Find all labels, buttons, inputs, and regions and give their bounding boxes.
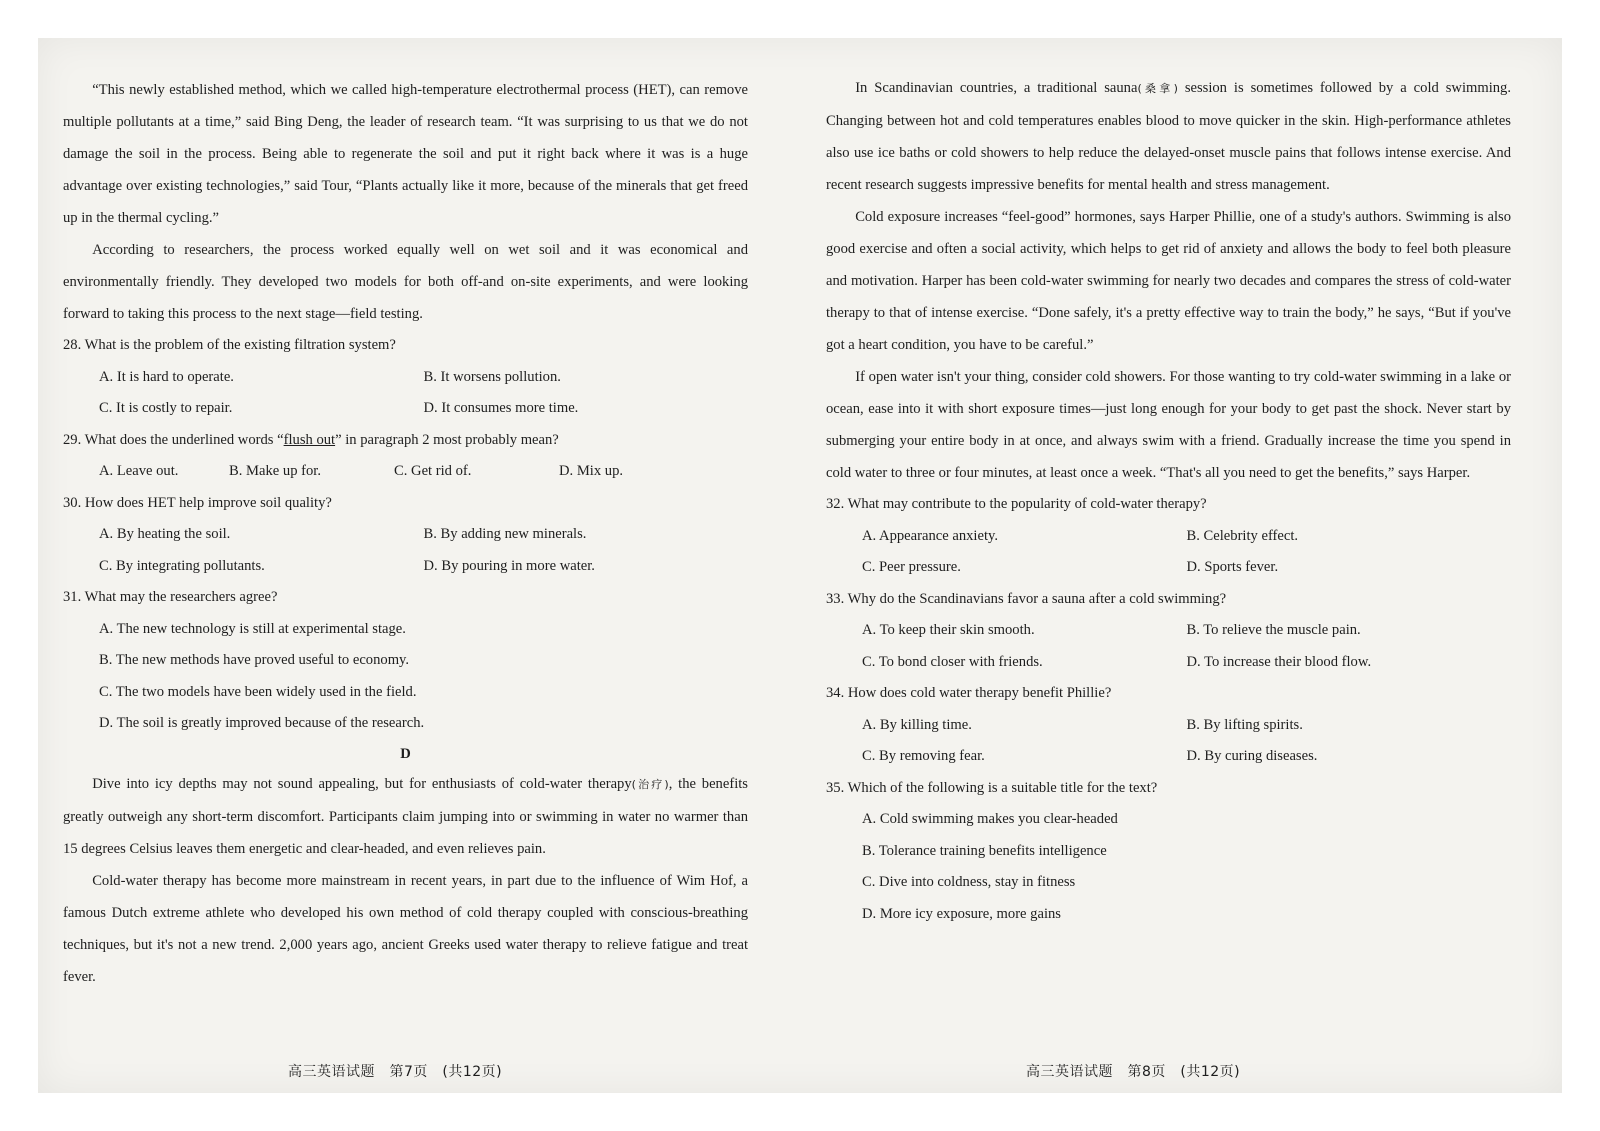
option-b[interactable]: B. The new methods have proved useful to economy. xyxy=(99,652,410,668)
option-c[interactable]: C. Dive into coldness, stay in fitness xyxy=(862,874,1076,890)
passage-c-paragraph: According to researchers, the process worked equally well on wet soil and it was economical and environmentally friendly. They developed two models for both off-and on-site experiments, and were looking forward to taking this process to the next stage—field testing. xyxy=(63,242,748,322)
question-stem: 29. What does the underlined words “flush out” in paragraph 2 most probably mean? xyxy=(63,431,559,448)
question-stem: 35. Which of the following is a suitable title for the text? xyxy=(826,779,1158,796)
passage-d-paragraph: If open water isn't your thing, consider cold showers. For those wanting to try cold-water swimming in a lake or ocean, ease into it with short exposure times—just long enough for your body to get past the shock. Never start by submerging your entire body in at once, and always swim with a friend. Gradually increase the time you spend in cold water to three or four minutes, at least once a week. “That's all you need to get the benefits,” says Harper. xyxy=(826,369,1511,481)
option-b[interactable]: B. Celebrity effect. xyxy=(1186,527,1299,544)
option-a[interactable]: A. By heating the soil. xyxy=(99,526,231,542)
option-c[interactable]: C. Peer pressure. xyxy=(862,559,961,575)
passage-d-paragraph: Cold-water therapy has become more mainstream in recent years, in part due to the influence of Wim Hof, a famous Dutch extreme athlete who developed his own method of cold therapy coupled with conscious-breathing techniques, but it's not a new trend. 2,000 years ago, ancient Greeks used water therapy to relieve fatigue and treat fever. xyxy=(63,872,748,985)
option-a[interactable]: A. To keep their skin smooth. xyxy=(862,622,1035,638)
passage-d-paragraph: Dive into icy depths may not sound appealing, but for enthusiasts of cold-water therapy(治疗), the benefits greatly outweigh any short-term discomfort. Participants claim jumping into or swimming in water no warmer than 15 degrees Celsius leaves them energetic and clear-headed, and even relieves pain. xyxy=(63,775,748,857)
option-a[interactable]: A. It is hard to operate. xyxy=(99,368,234,385)
passage-d-paragraph: Cold exposure increases “feel-good” hormones, says Harper Phillie, one of a study's authors. Swimming is also good exercise and often a social activity, which helps to get rid of anxiety and allows the body to feel both pleasure and motivation. Harper has been cold-water swimming for nearly two decades and compares the stress of cold-water therapy to that of intense exercise. “Done safely, it's a pretty effective way to train the body,” he says, “But if you've got a heart condition, you have to be careful.” xyxy=(826,209,1511,353)
question-stem: 33. Why do the Scandinavians favor a sauna after a cold swimming? xyxy=(826,590,1227,607)
option-c[interactable]: C. Get rid of. xyxy=(394,463,472,479)
question-stem: 34. How does cold water therapy benefit Phillie? xyxy=(826,685,1112,701)
page-8 xyxy=(826,38,1511,1093)
question-stem: 30. How does HET help improve soil quality? xyxy=(63,494,332,511)
underlined-words: flush out xyxy=(283,431,336,448)
option-a[interactable]: A. Leave out. xyxy=(99,463,179,479)
option-a[interactable]: A. Cold swimming makes you clear-headed xyxy=(862,811,1118,827)
passage-d-paragraph: In Scandinavian countries, a traditional sauna(桑拿) session is sometimes followed by a cold swimming. Changing between hot and cold temperatures enables blood to move quicker in the skin. High-performance athletes also use ice baths or cold showers to help reduce the delayed-onset muscle pains that follows intense exercise. And recent research suggests impressive benefits for mental health and stress management. xyxy=(826,80,1511,193)
option-a[interactable]: A. Appearance anxiety. xyxy=(862,527,999,544)
option-d[interactable]: D. To increase their blood flow. xyxy=(1186,653,1372,670)
option-c[interactable]: C. It is costly to repair. xyxy=(99,400,233,416)
question-35 xyxy=(826,773,1511,931)
exam-sheet xyxy=(38,38,1562,1093)
question-stem: 32. What may contribute to the popularity of cold-water therapy? xyxy=(826,496,1207,512)
option-b[interactable]: B. By adding new minerals. xyxy=(423,526,587,542)
option-d[interactable]: D. Sports fever. xyxy=(1186,559,1279,575)
option-d[interactable]: D. It consumes more time. xyxy=(423,400,579,416)
option-c[interactable]: C. The two models have been widely used in the field. xyxy=(99,683,417,700)
section-label: D xyxy=(400,745,411,762)
question-34 xyxy=(826,678,1511,773)
question-stem: 31. What may the researchers agree? xyxy=(63,589,278,605)
option-b[interactable]: B. By lifting spirits. xyxy=(1186,716,1303,733)
option-b[interactable]: B. Tolerance training benefits intelligence xyxy=(862,842,1107,859)
option-d[interactable]: D. Mix up. xyxy=(559,463,624,479)
question-32 xyxy=(826,489,1511,584)
question-31 xyxy=(63,582,748,740)
option-d[interactable]: D. By curing diseases. xyxy=(1186,748,1318,764)
option-b[interactable]: B. It worsens pollution. xyxy=(423,368,561,385)
option-d[interactable]: D. More icy exposure, more gains xyxy=(862,905,1061,922)
option-c[interactable]: C. By integrating pollutants. xyxy=(99,557,265,574)
page-footer: 高三英语试题 第8页 (共12页) xyxy=(1026,1064,1241,1080)
option-a[interactable]: A. The new technology is still at experimental stage. xyxy=(99,620,406,637)
option-d[interactable]: D. The soil is greatly improved because of the research. xyxy=(99,715,425,731)
option-c[interactable]: C. By removing fear. xyxy=(862,748,985,764)
option-b[interactable]: B. To relieve the muscle pain. xyxy=(1186,622,1361,638)
option-d[interactable]: D. By pouring in more water. xyxy=(423,557,595,574)
question-29 xyxy=(63,425,748,488)
passage-c-paragraph: “This newly established method, which we called high-temperature electrothermal process (HET), can remove multiple pollutants at a time,” said Bing Deng, the leader of research team. “It was surprising to us that we do not damage the soil in the process. Being able to regenerate the soil and put it right back where it was is a huge advantage over existing technologies,” said Tour, “Plants actually like it more, because of the minerals that get freed up in the thermal cycling.” xyxy=(63,82,748,226)
question-30 xyxy=(63,488,748,583)
option-b[interactable]: B. Make up for. xyxy=(229,463,322,479)
question-28 xyxy=(63,330,748,425)
question-33 xyxy=(826,584,1511,679)
question-stem: 28. What is the problem of the existing filtration system? xyxy=(63,337,396,353)
page-footer: 高三英语试题 第7页 (共12页) xyxy=(288,1064,503,1080)
page-7 xyxy=(63,38,748,1093)
option-a[interactable]: A. By killing time. xyxy=(862,716,972,733)
option-c[interactable]: C. To bond closer with friends. xyxy=(862,653,1043,670)
